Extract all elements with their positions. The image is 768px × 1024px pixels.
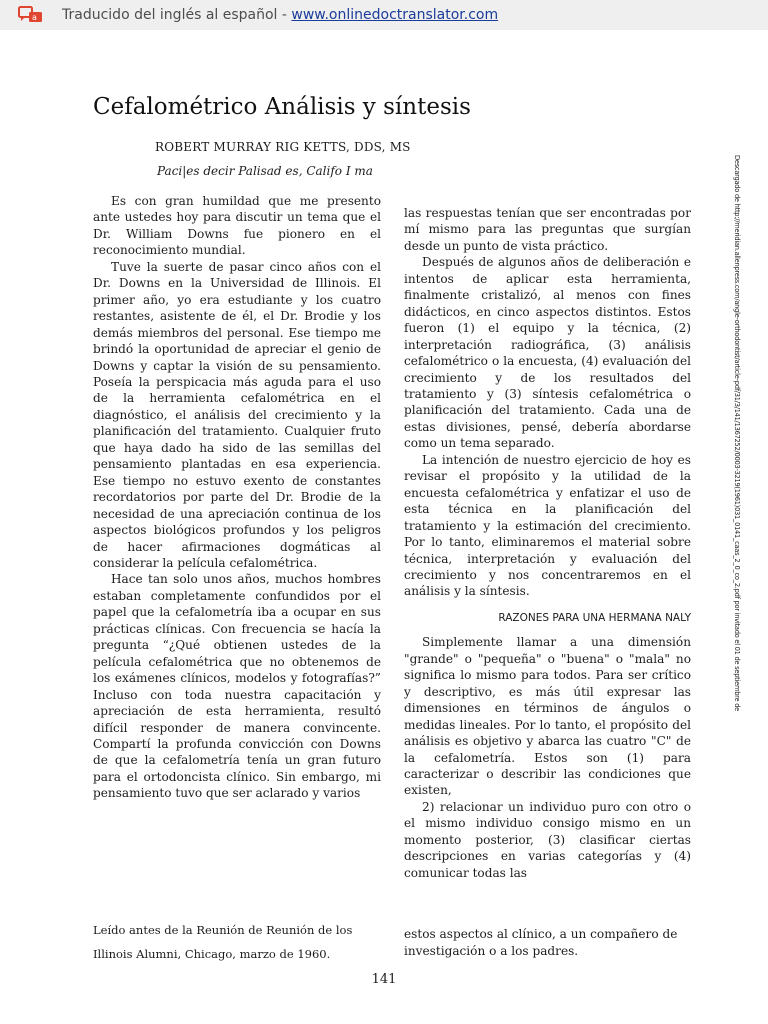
paragraph: Después de algunos años de deliberación e intentos de aplicar esta herramienta, finalmente cristalizó, al menos con fines didácticos, en cinco aspectos distintos. Estos fueron (1) el equipo y la técnica, (2) interpretación radiográfica, (3) análisis cefalométrico o la encuesta, (4) evaluación del crecimiento y de los resultados del tratamiento y (3) síntesis cefalométrica o planificación del tratamiento. Cada una de estas divisiones, pensé, debería abordarse como un tema separado. bbox=[404, 255, 691, 451]
svg-text:a: a bbox=[32, 13, 37, 22]
continuation-text: estos aspectos al clínico, a un compañero de investigación o a los padres. bbox=[404, 927, 678, 958]
paragraph: 2) relacionar un individuo puro con otro o el mismo individuo consigo mismo en un momento posterior, (3) clasificar ciertas descripciones en varias categorías y (4) comunicar todas las bbox=[404, 799, 691, 880]
article-title: Cefalométrico Análisis y síntesis bbox=[93, 94, 471, 120]
download-notice-text: Descargado de http://meridian.allenpress.com/angle-orthodontist/article-pdf/31/3/141/1367252/0003-3219(1961)031_0141_caas_2_0_co_2.pdf por invitado el 01 de septiembre de bbox=[733, 155, 742, 712]
paragraph: las respuestas tenían que ser encontradas por mí mismo para las preguntas que surgían desde un punto de vista práctico. bbox=[404, 206, 691, 253]
paragraph: Tuve la suerte de pasar cinco años con el Dr. Downs en la Universidad de Illinois. El primer año, yo era estudiante y los cuatro restantes, asistente de él, el Dr. Brodie y los demás miembros del personal. Ese tiempo me brindó la oportunidad de apreciar el genio de Downs y captar la visión de su pensamiento. Poseía la perspicacia más aguda para el uso de la herramienta cefalométrica en el diagnóstico, el análisis del crecimiento y la planificación del tratamiento. Cualquier fruto que haya dado ha sido de las semillas del pensamiento plantadas en esa experiencia. Ese tiempo no estuvo exento de constantes recordatorios por parte del Dr. Brodie de la necesidad de una apreciación continua de los aspectos biológicos profundos y los peligros de hacer afirmaciones dogmáticas al considerar la película cefalométrica. bbox=[93, 259, 381, 570]
translator-logo-icon bbox=[18, 5, 44, 25]
banner-text bbox=[62, 7, 498, 23]
paragraph: La intención de nuestro ejercicio de hoy es revisar el propósito y la utilidad de la encuesta cefalométrica y enfatizar el uso de esta técnica en la planificación del tratamiento y la estimación del crecimiento. Por lo tanto, eliminaremos el material sobre técnica, interpretación y evaluación del crecimiento y nos concentraremos en el análisis y la síntesis. bbox=[404, 452, 691, 599]
paragraph: Es con gran humildad que me presento ante ustedes hoy para discutir un tema que el Dr. William Downs fue pionero en el reconocimiento mundial. bbox=[93, 194, 381, 258]
translator-banner bbox=[0, 0, 768, 30]
right-column bbox=[404, 205, 691, 881]
left-column bbox=[93, 193, 381, 802]
page-number: 141 bbox=[371, 972, 397, 987]
author-affiliation: Paci|es decir Palisad es, Califo I ma bbox=[157, 164, 373, 178]
paragraph: Simplemente llamar a una dimensión "grande" o "pequeña" o "buena" o "mala" no significa lo mismo para todos. Para ser crítico y descriptivo, es más útil expresar las dimensiones en términos de ángulos o medidas lineales. Por lo tanto, el propósito del análisis es objetivo y abarca las cuatro "C" de la cefalometría. Estos son (1) para caracterizar o describir las condiciones que existen, bbox=[404, 635, 691, 798]
section-heading: RAZONES PARA UNA HERMANA NALY bbox=[498, 611, 691, 624]
paragraph: Hace tan solo unos años, muchos hombres estaban completamente confundidos por el papel que la cefalometría iba a ocupar en sus prácticas clínicas. Con frecuencia se hacía la pregunta “¿Qué obtienen ustedes de la película cefalométrica que no obtenemos de los exámenes clínicos, modelos y fotografías?” Incluso con toda nuestra capacitación y apreciación de esta herramienta, resultó difícil responder de manera convincente. Compartí la profunda convicción con Downs de que la cefalometría tenía un gran futuro para el ortodoncista clínico. Sin embargo, mi pensamiento tuvo que ser aclarado y varios bbox=[93, 572, 381, 801]
download-notice bbox=[732, 155, 742, 845]
banner-label: Traducido del inglés al español - bbox=[62, 7, 292, 23]
translator-link[interactable]: www.onlinedoctranslator.com bbox=[291, 7, 499, 23]
article-author: ROBERT MURRAY RIG KETTS, DDS, MS bbox=[155, 140, 411, 154]
footnote: Leído antes de la Reunión de Reunión de los Illinois Alumni, Chicago, marzo de 1960. bbox=[93, 923, 353, 961]
